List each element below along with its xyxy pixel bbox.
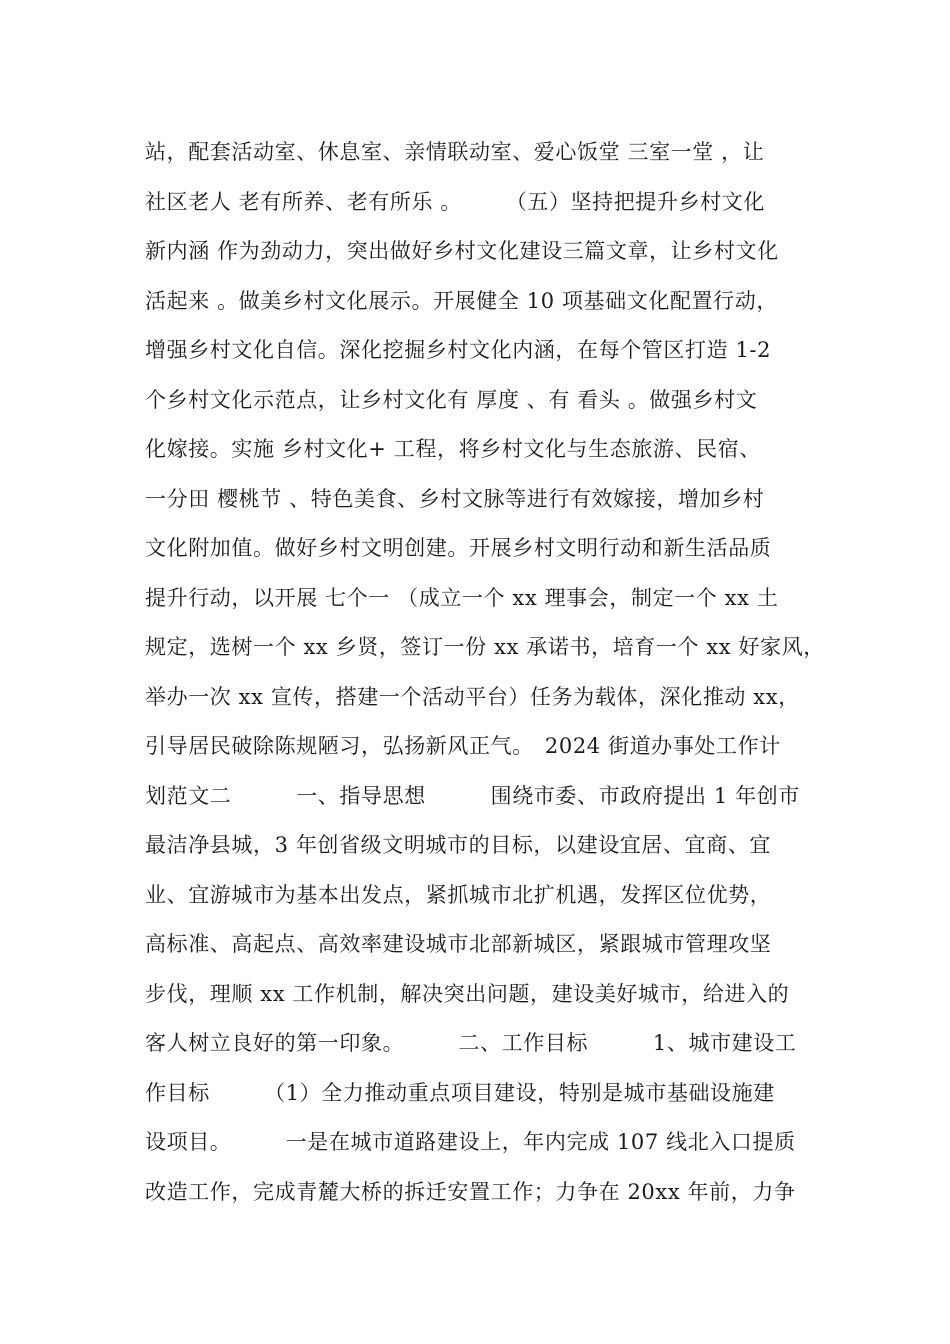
text-line: 最洁净县城，3 年创省级文明城市的目标，以建设宜居、宜商、宜 (145, 833, 772, 857)
body-text (145, 128, 825, 1217)
text-line: 社区老人 老有所养、老有所乐 。 （五）坚持把提升乡村文化 (145, 189, 765, 214)
text-line: 一分田 樱桃节 、特色美食、乡村文脉等进行有效嫁接，增加乡村 (145, 486, 765, 511)
text-line: 提升行动，以开展 七个一 （成立一个 xx 理事会，制定一个 xx 土 (145, 585, 779, 610)
text-line: 客人树立良好的第一印象。 二、工作目标 1、城市建设工 (145, 1031, 797, 1055)
text-line: 新内涵 作为劲动力，突出做好乡村文化建设三篇文章，让乡村文化 (145, 239, 779, 263)
text-line: 划范文二 一、指导思想 围绕市委、市政府提出 1 年创市 (145, 783, 800, 808)
text-line: 改造工作，完成青麓大桥的拆迁安置工作；力争在 20xx 年前，力争 (145, 1179, 796, 1204)
text-line: 活起来 。做美乡村文化展示。开展健全 10 项基础文化配置行动， (145, 288, 778, 313)
text-line: 设项目。 一是在城市道路建设上，年内完成 107 线北入口提质 (145, 1130, 796, 1154)
text-line: 规定，选树一个 xx 乡贤，签订一份 xx 承诺书，培育一个 xx 好家风， (145, 635, 825, 659)
text-line: 化嫁接。实施 乡村文化+ 工程，将乡村文化与生态旅游、民宿、 (145, 437, 761, 461)
text-line: 作目标 （1）全力推动重点项目建设，特别是城市基础设施建 (145, 1080, 775, 1105)
text-line: 业、宜游城市为基本出发点，紧抓城市北扩机遇，发挥区位优势， (145, 882, 772, 907)
text-line: 增强乡村文化自信。深化挖掘乡村文化内涵，在每个管区打造 1-2 (145, 338, 772, 362)
text-line: 文化附加值。做好乡村文明创建。开展乡村文明行动和新生活品质 (145, 536, 772, 560)
text-line: 步伐，理顺 xx 工作机制，解决突出问题，建设美好城市，给进入的 (145, 981, 790, 1006)
text-line: 站，配套活动室、休息室、亲情联动室、爱心饭堂 三室一堂 ，让 (145, 140, 765, 164)
text-line: 高标准、高起点、高效率建设城市北部新城区，紧跟城市管理攻坚 (145, 932, 772, 956)
text-line: 举办一次 xx 宣传，搭建一个活动平台）任务为载体，深化推动 xx， (145, 684, 800, 709)
text-line: 引导居民破除陈规陋习，弘扬新风正气。 2024 街道办事处工作计 (145, 734, 781, 758)
text-line: 个乡村文化示范点，让乡村文化有 厚度 、有 看头 。做强乡村文 (145, 387, 758, 412)
